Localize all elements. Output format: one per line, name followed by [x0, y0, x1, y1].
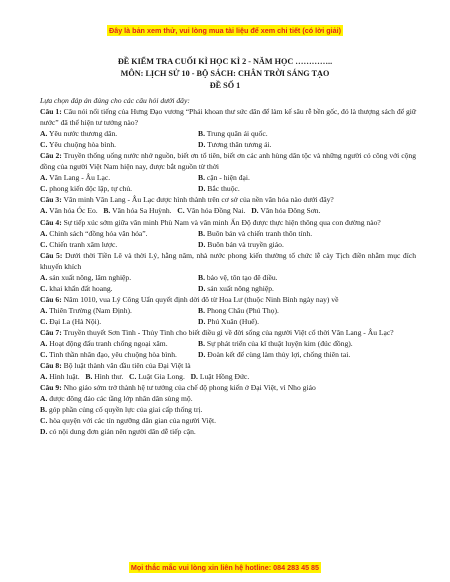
option-key: A.: [40, 228, 48, 238]
question-label: Câu 2:: [40, 151, 62, 161]
answer-option[interactable]: [198, 172, 416, 183]
answer-option[interactable]: [177, 206, 251, 215]
question-label: Câu 3:: [40, 195, 62, 205]
answer-option[interactable]: [40, 228, 198, 239]
answer-option[interactable]: [40, 272, 198, 283]
option-text: Luật Gia Long.: [138, 372, 185, 382]
option-text: Văn hóa Óc Eo.: [49, 206, 98, 216]
option-key: D.: [198, 350, 206, 360]
answer-option[interactable]: [198, 183, 416, 194]
option-key: A.: [40, 173, 48, 183]
answer-option[interactable]: [40, 415, 416, 426]
option-key: A.: [40, 339, 48, 349]
option-key: C.: [40, 239, 48, 249]
answer-option[interactable]: [40, 206, 103, 215]
answer-option[interactable]: [198, 228, 416, 239]
question-text: Truyền thuyết Sơn Tinh - Thủy Tinh cho biết điều gì về đời sống của người Việt cổ thời Văn Lang - Âu Lạc?: [63, 327, 394, 337]
answer-option[interactable]: [198, 283, 416, 294]
option-key: C.: [128, 372, 137, 382]
option-key: D.: [198, 316, 206, 326]
answer-option[interactable]: [198, 239, 416, 250]
questions-container: [40, 106, 416, 437]
question-3: [40, 194, 416, 205]
option-text: có nội dung đơn giản nên người dân dễ tiếp cận.: [49, 427, 196, 437]
subject-title: MÔN: LỊCH SỬ 10 - BỘ SÁCH: CHÂN TRỜI SÁNG TẠO: [120, 69, 330, 78]
option-key: D.: [190, 372, 198, 382]
question-text: Câu nói nổi tiếng của Hưng Đạo vương “Phải khoan thư sức dân để làm kế sâu rễ bền gốc, đó là thượng sách để giữ nước” đã thể hiện tư tưởng nào?: [40, 107, 416, 128]
answer-options: [40, 272, 416, 294]
answer-option[interactable]: [85, 372, 129, 381]
option-text: Buôn bán và chiến tranh thôn tính.: [206, 228, 313, 238]
option-text: Yêu chuộng hòa bình.: [49, 140, 117, 150]
answer-option[interactable]: [198, 305, 416, 316]
answer-option[interactable]: [40, 139, 198, 150]
option-text: Phong Châu (Phú Thọ).: [206, 305, 279, 315]
option-text: Văn hóa Sa Huỳnh.: [112, 206, 172, 216]
question-label: Câu 1:: [40, 107, 62, 117]
option-text: Bắc thuộc.: [207, 184, 240, 194]
option-key: B.: [103, 206, 111, 216]
option-key: B.: [198, 272, 205, 282]
answer-option[interactable]: [40, 128, 198, 139]
question-8: [40, 360, 416, 371]
question-text: Bộ luật thành văn đầu tiên của Đại Việt là: [63, 361, 191, 371]
option-text: hòa quyện với các tín ngưỡng dân gian của người Việt.: [49, 416, 216, 426]
question-text: Văn minh Văn Lang - Âu Lạc được hình thành trên cơ sở của nền văn hóa nào dưới đây?: [63, 195, 334, 205]
option-key: B.: [198, 339, 205, 349]
option-text: Luật Hồng Đức.: [199, 372, 250, 382]
option-text: Đoàn kết để cùng làm thủy lợi, chống thiên tai.: [207, 350, 351, 360]
answer-option[interactable]: [40, 393, 416, 404]
answer-option[interactable]: [251, 206, 320, 215]
answer-option[interactable]: [191, 372, 250, 381]
option-text: Văn hóa Đông Sơn.: [260, 206, 321, 216]
option-text: được đông đảo các tầng lớp nhân dân sùng mộ.: [49, 394, 193, 404]
option-text: sản xuất nông nghiệp.: [207, 283, 274, 293]
answer-option[interactable]: [40, 283, 198, 294]
option-text: phong kiến độc lập, tự chủ.: [49, 184, 133, 194]
question-label: Câu 9:: [40, 383, 62, 393]
option-text: Tinh thần nhân đạo, yêu chuộng hòa bình.: [49, 350, 177, 360]
exam-number: ĐỀ SỐ 1: [209, 81, 241, 90]
option-text: Tương thân tương ái.: [207, 140, 272, 150]
answer-option[interactable]: [40, 372, 85, 381]
question-6: [40, 294, 416, 305]
option-key: D.: [198, 140, 206, 150]
hotline-banner: [0, 563, 450, 572]
option-text: Buôn bán và truyền giáo.: [207, 239, 284, 249]
question-list: [40, 95, 416, 437]
option-text: Đại La (Hà Nội).: [49, 316, 102, 326]
answer-option[interactable]: [198, 349, 416, 360]
question-9: [40, 382, 416, 393]
answer-option[interactable]: [40, 404, 416, 415]
question-label: Câu 7:: [40, 327, 62, 337]
option-key: A.: [40, 272, 48, 282]
option-key: A.: [40, 206, 48, 216]
option-text: Trung quân ái quốc.: [206, 129, 268, 139]
option-key: C.: [40, 416, 48, 426]
question-2: [40, 150, 416, 172]
answer-option[interactable]: [40, 172, 198, 183]
option-key: A.: [40, 372, 48, 382]
preview-notice-banner: [0, 26, 450, 35]
question-5: [40, 250, 416, 272]
option-text: Chinh sách “đồng hóa văn hóa”.: [49, 228, 148, 238]
answer-option[interactable]: [40, 305, 198, 316]
option-text: Phú Xuân (Huế).: [207, 316, 259, 326]
question-label: Câu 5:: [40, 250, 63, 260]
option-text: sản xuất nông, lâm nghiệp.: [49, 272, 132, 282]
exam-title: ĐỀ KIỂM TRA CUỐI KÌ HỌC KÌ 2 - NĂM HỌC …………..: [117, 57, 333, 66]
answer-option[interactable]: [40, 349, 198, 360]
option-text: Hình luật.: [49, 372, 80, 382]
option-key: B.: [198, 305, 205, 315]
option-text: Văn hóa Đồng Nai.: [186, 206, 246, 216]
option-key: C.: [177, 206, 185, 216]
option-key: C.: [40, 350, 48, 360]
answer-options: [40, 371, 416, 382]
option-key: C.: [40, 316, 48, 326]
option-text: Văn Lang - Âu Lạc.: [49, 173, 111, 183]
question-4: [40, 217, 416, 228]
option-key: D.: [198, 283, 206, 293]
answer-option[interactable]: [103, 206, 177, 215]
question-label: Câu 6:: [40, 294, 62, 304]
question-text: Năm 1010, vua Lý Công Uẩn quyết định dời đô từ Hoa Lư (thuộc Ninh Bình ngày nay) về: [63, 294, 339, 304]
option-text: Thiên Trường (Nam Định).: [49, 305, 132, 315]
question-7: [40, 327, 416, 338]
answer-options: [40, 205, 416, 216]
question-text: Truyền thống uống nước nhớ nguồn, biết ơn tổ tiên, biết ơn các anh hùng dân tộc và những người có công với cộng đồng của người Việt Nam hiện nay, được bắt nguồn từ thời: [40, 151, 416, 172]
option-text: Yêu nước thương dân.: [49, 129, 118, 139]
option-text: khai khẩn đất hoang.: [49, 283, 113, 293]
question-label: Câu 8:: [40, 361, 62, 371]
answer-option[interactable]: [198, 128, 416, 139]
option-text: Sự phát triển của kĩ thuật luyện kim (đúc đồng).: [206, 339, 353, 349]
option-key: A.: [40, 305, 48, 315]
option-key: D.: [40, 427, 48, 437]
preview-notice-text: Đây là bản xem thử, vui lòng mua tài liệu để xem chi tiết (có lời giải): [109, 26, 341, 35]
answer-option[interactable]: [40, 426, 416, 437]
option-key: C.: [40, 140, 48, 150]
option-key: C.: [40, 283, 48, 293]
option-text: bảo vệ, tôn tạo đê điều.: [206, 272, 278, 282]
option-key: C.: [40, 184, 48, 194]
answer-option[interactable]: [198, 338, 416, 349]
answer-options: [40, 128, 416, 150]
option-key: B.: [40, 405, 47, 415]
answer-option[interactable]: [40, 183, 198, 194]
option-text: góp phần củng cố quyền lực của giai cấp thống trị.: [48, 405, 203, 415]
option-key: B.: [85, 372, 93, 382]
question-text: Nho giáo sớm trở thành hệ tư tưởng của chế độ phong kiến ở Đại Việt, vì Nho giáo: [63, 383, 316, 393]
option-key: B.: [198, 228, 205, 238]
question-text: Dưới thời Tiền Lê và thời Lý, hằng năm, nhà nước phong kiến thường tổ chức lễ cày Tịch điền nhằm mục đích khuyến khích: [40, 250, 417, 271]
answer-options: [40, 393, 416, 437]
option-key: B.: [198, 173, 205, 183]
answer-option[interactable]: [198, 272, 416, 283]
answer-options: [40, 228, 416, 250]
instruction-text: Lựa chọn đáp án đúng cho các câu hỏi dưới đây:: [40, 96, 190, 105]
option-key: D.: [251, 206, 259, 216]
option-key: D.: [198, 239, 206, 249]
option-key: D.: [198, 184, 206, 194]
option-text: Hoạt động đấu tranh chống ngoại xâm.: [49, 339, 168, 349]
answer-options: [40, 172, 416, 194]
option-text: Chiến tranh xâm lược.: [49, 239, 118, 249]
answer-options: [40, 338, 416, 360]
option-text: cận - hiện đại.: [206, 173, 250, 183]
answer-option[interactable]: [40, 239, 198, 250]
option-text: Hình thư.: [94, 372, 124, 382]
question-text: Sự tiếp xúc sớm giữa văn minh Phù Nam và văn minh Ấn Độ được thực hiện thông qua con đường nào?: [63, 217, 381, 227]
hotline-text: Mọi thắc mắc vui lòng xin liên hệ hotline: 084 283 45 85: [130, 563, 320, 572]
answer-option[interactable]: [129, 372, 191, 381]
option-key: A.: [40, 129, 48, 139]
question-1: [40, 106, 416, 128]
answer-option[interactable]: [40, 338, 198, 349]
answer-option[interactable]: [198, 316, 416, 327]
answer-options: [40, 305, 416, 327]
answer-option[interactable]: [40, 316, 198, 327]
question-label: Câu 4:: [40, 217, 62, 227]
answer-option[interactable]: [198, 139, 416, 150]
option-key: B.: [198, 129, 205, 139]
option-key: A.: [40, 394, 48, 404]
